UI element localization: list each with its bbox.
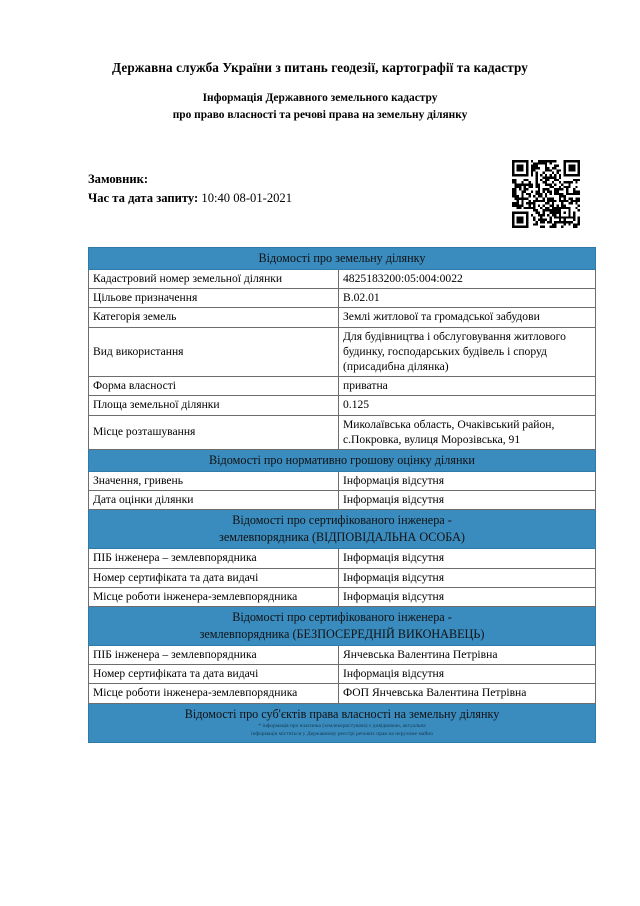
row-label: Вид використання — [89, 327, 339, 377]
ownership-note-line-2: інформація міститься у Державному реєстрі речових прав на нерухоме майно — [251, 731, 433, 738]
row-label: Номер сертифіката та дата видачі — [89, 568, 339, 587]
row-label: ПІБ інженера – землевпорядника — [89, 549, 339, 568]
customer-label: Замовник: — [88, 172, 149, 186]
table-row — [89, 472, 596, 491]
row-value: 4825183200:05:004:0022 — [339, 270, 596, 289]
row-value: Інформація відсутня — [339, 472, 596, 491]
section-header-engineer-executor — [89, 607, 596, 646]
table-row — [89, 327, 596, 377]
table-row — [89, 646, 596, 665]
row-value: Інформація відсутня — [339, 587, 596, 606]
table-row — [89, 568, 596, 587]
section-header-label: Відомості про суб'єктів права власності на земельну ділянку — [184, 706, 500, 721]
cadastre-info-table — [88, 247, 596, 743]
row-label: Місце роботи інженера-землевпорядника — [89, 684, 339, 703]
row-label: Значення, гривень — [89, 472, 339, 491]
table-row — [89, 587, 596, 606]
section-header-label-line-1: Відомості про сертифікованого інженера - — [232, 513, 452, 528]
row-label: Місце розташування — [89, 415, 339, 449]
cadastre-table-body — [89, 248, 596, 743]
organization-title: Державна служба України з питань геодезії, картографії та кадастру — [112, 60, 528, 75]
row-value: приватна — [339, 377, 596, 396]
table-row — [89, 491, 596, 510]
row-value: ФОП Янчевська Валентина Петрівна — [339, 684, 596, 703]
row-value: Янчевська Валентина Петрівна — [339, 646, 596, 665]
row-label: Кадастровий номер земельної ділянки — [89, 270, 339, 289]
table-row — [89, 396, 596, 415]
section-header-ownership-subjects — [89, 703, 596, 742]
row-value: Землі житлової та громадської забудови — [339, 308, 596, 327]
section-header-engineer-responsible — [89, 510, 596, 549]
section-header-label-line-1: Відомості про сертифікованого інженера - — [232, 610, 452, 625]
row-value: Інформація відсутня — [339, 568, 596, 587]
table-row — [89, 684, 596, 703]
table-row — [89, 549, 596, 568]
customer-row — [88, 170, 292, 189]
row-value: 0.125 — [339, 396, 596, 415]
section-header-label: Відомості про земельну ділянку — [89, 248, 596, 270]
row-value: Інформація відсутня — [339, 549, 596, 568]
row-value: Інформація відсутня — [339, 665, 596, 684]
table-row — [89, 377, 596, 396]
row-label: Форма власності — [89, 377, 339, 396]
request-time-row — [88, 189, 292, 208]
table-row — [89, 308, 596, 327]
section-header-normative-valuation — [89, 450, 596, 472]
row-value: Інформація відсутня — [339, 491, 596, 510]
document-subtitle — [0, 90, 640, 124]
table-row — [89, 289, 596, 308]
section-header-label-line-2: землевпорядника (БЕЗПОСЕРЕДНІЙ ВИКОНАВЕЦЬ) — [199, 626, 485, 641]
row-label: Цільове призначення — [89, 289, 339, 308]
row-label: ПІБ інженера – землевпорядника — [89, 646, 339, 665]
row-value: Миколаївська область, Очаківський район, с.Покровка, вулиця Морозівська, 91 — [339, 415, 596, 449]
table-row — [89, 665, 596, 684]
table-row — [89, 415, 596, 449]
ownership-note-line-1: * інформація про власника (землекористувача) є довідковою, актуальна — [258, 722, 426, 729]
section-header-label: Відомості про нормативно грошову оцінку ділянки — [89, 450, 596, 472]
request-time-value: 10:40 08-01-2021 — [201, 191, 293, 205]
document-subtitle-line-2: про право власності та речові права на земельну ділянку — [172, 109, 468, 121]
section-header-label-line-2: землевпорядника (ВІДПОВІДАЛЬНА ОСОБА) — [219, 529, 465, 544]
request-meta-block — [88, 170, 292, 208]
row-label: Дата оцінки ділянки — [89, 491, 339, 510]
row-label: Площа земельної ділянки — [89, 396, 339, 415]
row-value: B.02.01 — [339, 289, 596, 308]
document-subtitle-line-1: Інформація Державного земельного кадастру — [202, 92, 438, 104]
row-value: Для будівництва і обслуговування житлового будинку, господарських будівель і споруд (присадибна ділянка) — [339, 327, 596, 377]
table-row — [89, 270, 596, 289]
section-header-parcel-info — [89, 248, 596, 270]
row-label: Категорія земель — [89, 308, 339, 327]
qr-code-icon — [512, 160, 580, 228]
request-time-label: Час та дата запиту: — [88, 191, 199, 205]
row-label: Номер сертифіката та дата видачі — [89, 665, 339, 684]
row-label: Місце роботи інженера-землевпорядника — [89, 587, 339, 606]
